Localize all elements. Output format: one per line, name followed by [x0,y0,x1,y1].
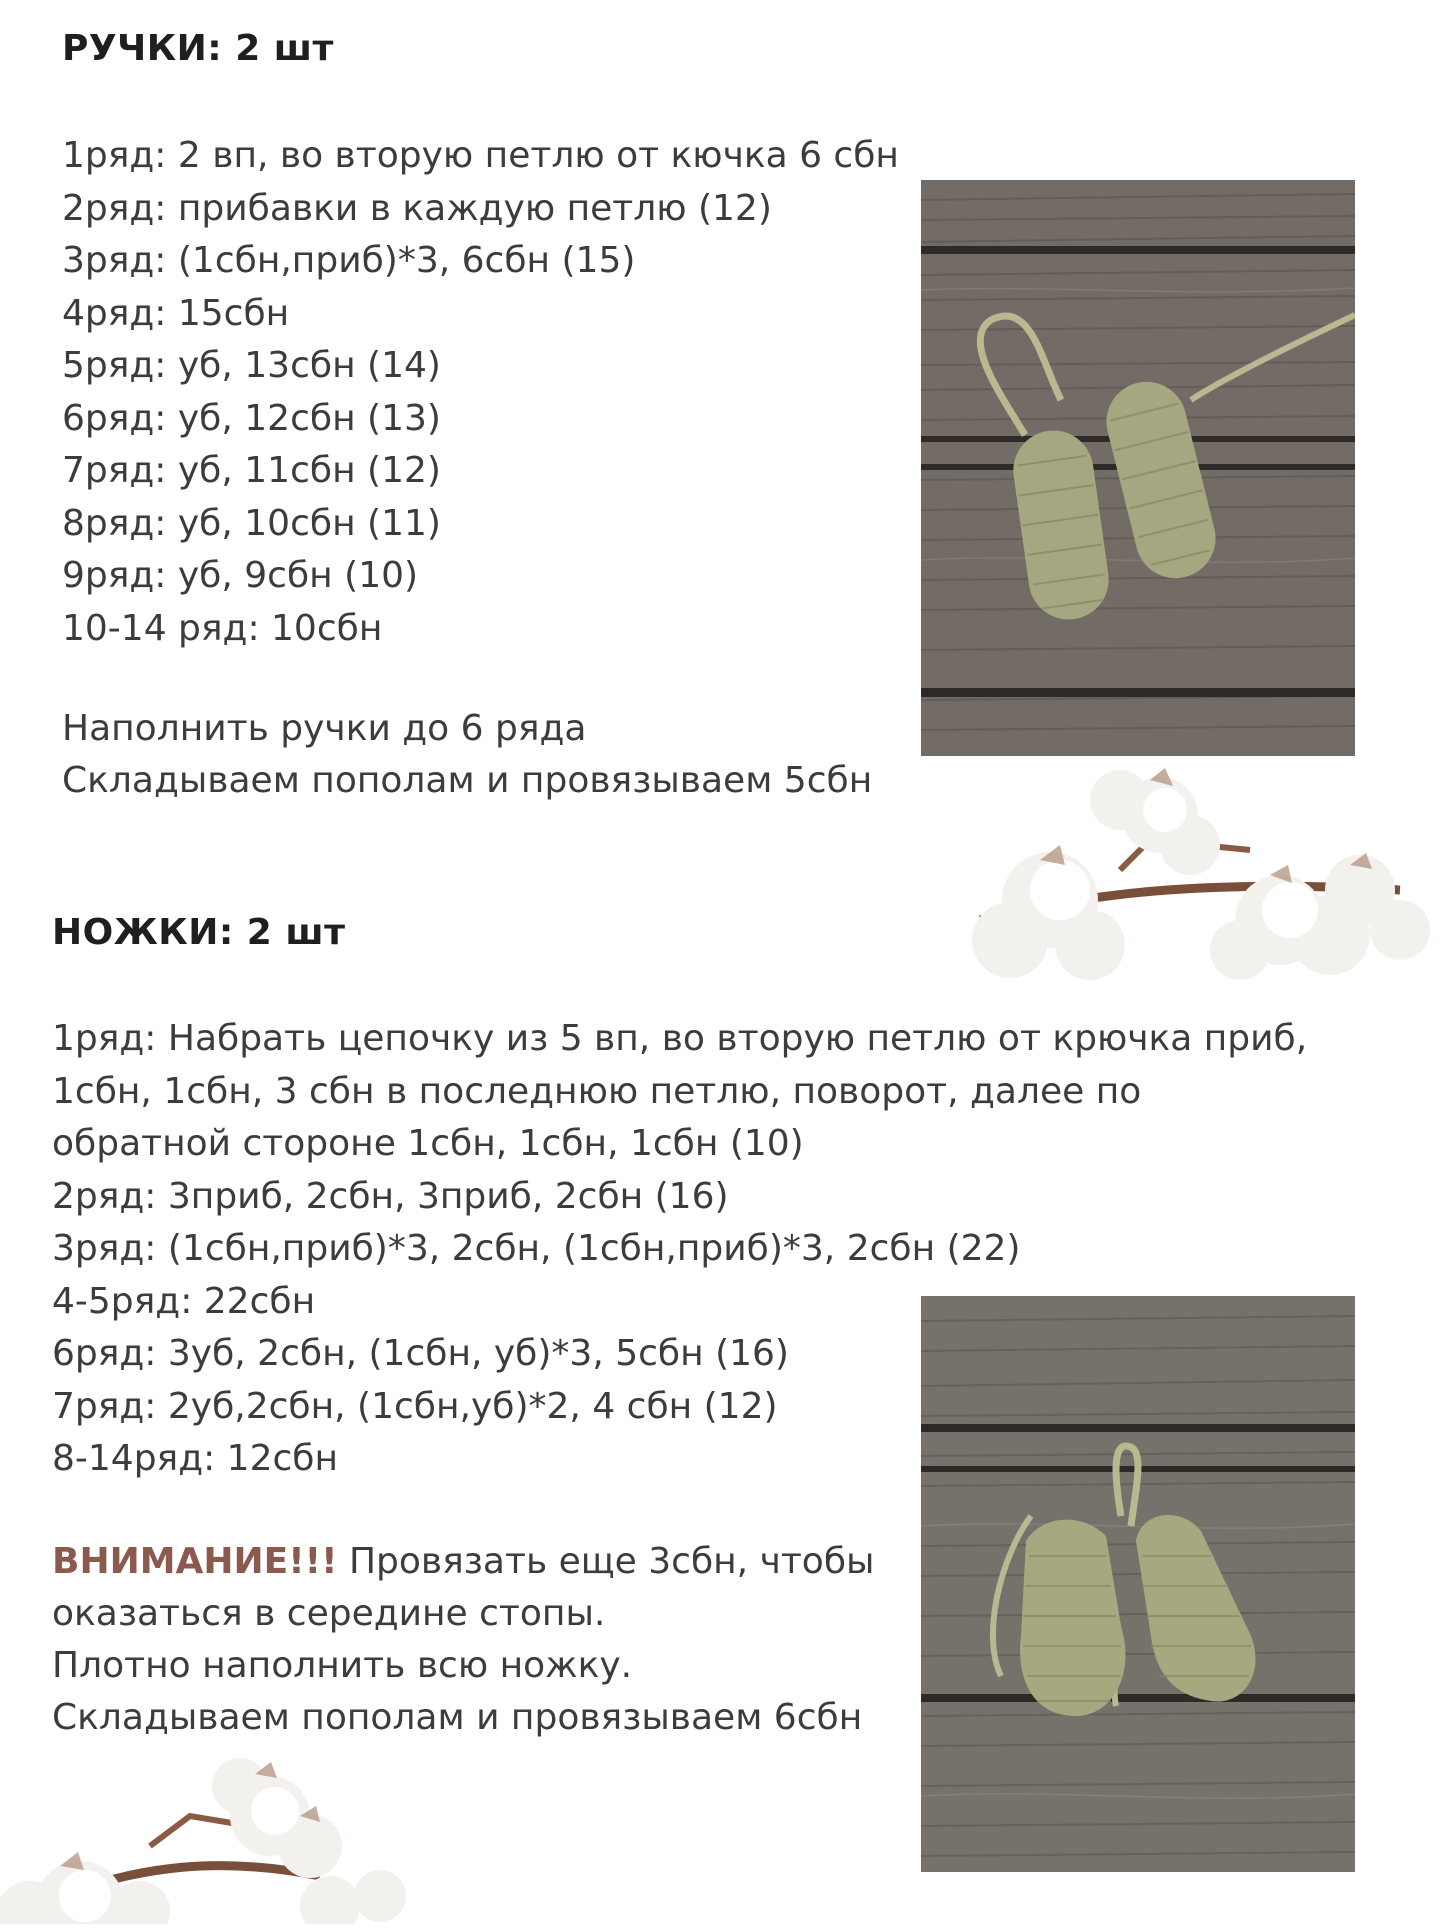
arms-note: Наполнить ручки до 6 ряда [62,708,587,749]
legs-note: оказаться в середине стопы. [52,1593,606,1634]
arms-note: Складываем пополам и провязываем 5сбн [62,760,873,801]
arms-photo [921,180,1355,756]
cotton-branch-decoration [0,1756,440,1924]
arms-row: 1ряд: 2 вп, во вторую петлю от кючка 6 сбн [62,135,899,176]
legs-row: 1сбн, 1сбн, 3 сбн в последнюю петлю, поворот, далее по [52,1070,1142,1112]
arms-row: 5ряд: уб, 13сбн (14) [62,345,441,386]
legs-title: НОЖКИ: 2 шт [52,912,346,953]
legs-row: 8-14ряд: 12сбн [52,1438,339,1479]
arms-row: 7ряд: уб, 11сбн (12) [62,450,441,491]
legs-photo [921,1296,1355,1872]
legs-row: обратной стороне 1сбн, 1сбн, 1сбн (10) [52,1123,804,1164]
attention-text: Провязать еще 3сбн, чтобы [337,1541,875,1582]
legs-row: 4-5ряд: 22сбн [52,1280,316,1322]
legs-row: 6ряд: 3уб, 2сбн, (1сбн, уб)*3, 5сбн (16) [52,1333,789,1374]
legs-row: 7ряд: 2уб,2сбн, (1сбн,уб)*2, 4 сбн (12) [52,1385,778,1427]
arms-row: 9ряд: уб, 9сбн (10) [62,555,419,596]
arms-row: 6ряд: уб, 12сбн (13) [62,397,441,439]
arms-row: 2ряд: прибавки в каждую петлю (12) [62,187,772,229]
legs-row: 2ряд: 3приб, 2сбн, 3приб, 2сбн (16) [52,1175,729,1217]
legs-note: Плотно наполнить всю ножку. [52,1645,633,1686]
attention-label: ВНИМАНИЕ!!! [52,1541,338,1582]
arms-row: 8ряд: уб, 10сбн (11) [62,502,441,544]
legs-row: 3ряд: (1сбн,приб)*3, 2сбн, (1сбн,приб)*3, 2сбн (22) [52,1228,1021,1269]
legs-attention-line [52,1536,874,1588]
cotton-branch-decoration [920,760,1440,1010]
arms-row: 4ряд: 15сбн [62,292,290,334]
arms-rows [62,130,899,655]
arms-row: 10-14 ряд: 10сбн [62,607,383,649]
legs-note: Складываем пополам и провязываем 6сбн [52,1697,863,1738]
arms-title: РУЧКИ: 2 шт [62,28,334,69]
arms-row: 3ряд: (1сбн,приб)*3, 6сбн (15) [62,240,636,281]
legs-row: 1ряд: Набрать цепочку из 5 вп, во вторую петлю от крючка приб, [52,1018,1308,1059]
